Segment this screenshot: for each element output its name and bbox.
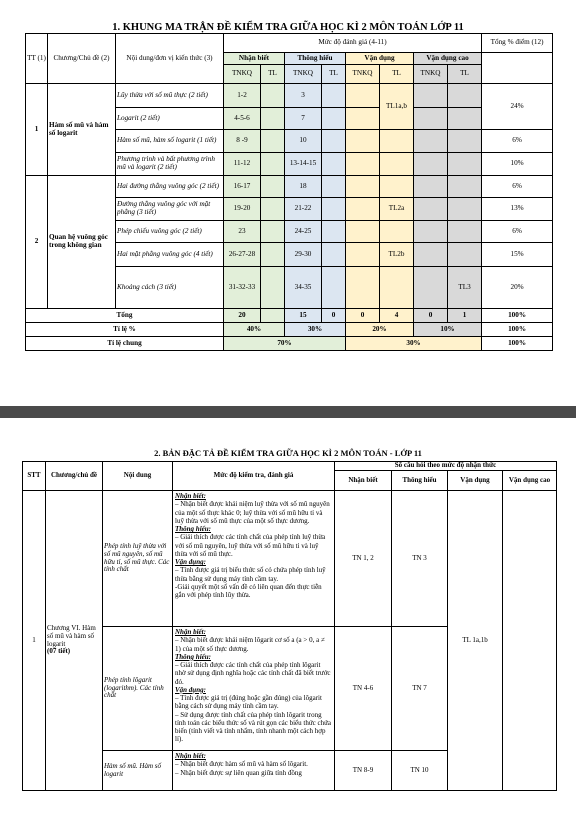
level-heading: Nhận biết: xyxy=(175,752,206,760)
row-noidung: Phương trình và bất phương trình mũ và logarit (2 tiết) xyxy=(116,153,224,176)
group-number: 2 xyxy=(26,176,48,309)
page-dactaa xyxy=(0,418,576,831)
cell-vd-tl: TL1a,b xyxy=(380,84,414,130)
cell-pct: 15% xyxy=(482,243,553,267)
header-thonghieu: Thông hiểu xyxy=(285,53,346,65)
level-text: – Giải thích được các tính chất của phép tính lôgarit nhờ sử dụng định nghĩa hoặc các tính chất đã biết trước đó. xyxy=(175,661,331,686)
cell-vd: TL 1a,1b xyxy=(448,491,503,791)
cell-nb: TN 1, 2 xyxy=(335,491,392,627)
cell-nb: 4-5-6 xyxy=(224,108,261,130)
group-chuong: Quan hệ vuông góc trong không gian xyxy=(48,176,116,309)
level-heading: Nhận biết: xyxy=(175,492,206,500)
cell-th: TN 3 xyxy=(392,491,448,627)
header-tl: TL xyxy=(261,65,285,84)
tong-th: 15 xyxy=(285,309,322,323)
header-tnkq: TNKQ xyxy=(285,65,322,84)
row-noidung: Khoảng cách (3 tiết) xyxy=(116,267,224,309)
chuong-cell xyxy=(46,491,103,791)
row-stt: 1 xyxy=(23,491,46,791)
cell-th: 13-14-15 xyxy=(285,153,322,176)
row-tong-label: Tổng xyxy=(26,309,224,323)
noidung-cell: Phép tính lôgarit (logarithm). Các tính chất xyxy=(103,627,173,751)
level-text: -Giải quyết một số vấn đề có liên quan đến thực tiễn gắn với phép tính lũy thừa. xyxy=(175,582,322,599)
header-tnkq: TNKQ xyxy=(414,65,448,84)
cell-nb: TN 8-9 xyxy=(335,751,392,791)
cell-nb: 16-17 xyxy=(224,176,261,198)
group-chuong: Hàm số mũ và hàm số logarit xyxy=(48,84,116,176)
tile-vdc: 10% xyxy=(414,323,482,337)
header-tl: TL xyxy=(322,65,346,84)
header-tl: TL xyxy=(448,65,482,84)
cell-th: TN 10 xyxy=(392,751,448,791)
chuong-name: Chương VI. Hàm số mũ và hàm số logarit xyxy=(47,624,96,648)
tilechung-a: 70% xyxy=(224,337,346,351)
cell-th: 29-30 xyxy=(285,243,322,267)
header-chuong: Chương/chủ đề xyxy=(46,462,103,491)
header-mucdo: Mức độ đánh giá (4-11) xyxy=(224,34,482,53)
header-vandung: Vận dụng xyxy=(346,53,414,65)
cell-pct: 6% xyxy=(482,176,553,198)
cell-pct: 24% xyxy=(482,84,553,130)
header-stt: STT xyxy=(23,462,46,491)
cell-pct: 13% xyxy=(482,198,553,221)
cell-nb: 8 -9 xyxy=(224,130,261,153)
header-tt: TT (1) xyxy=(26,34,48,84)
cell-nb: 11-12 xyxy=(224,153,261,176)
row-noidung: Lũy thừa với số mũ thực (2 tiết) xyxy=(116,84,224,108)
header-vandungcao: Vận dụng cao xyxy=(414,53,482,65)
row-noidung: Logarit (2 tiết) xyxy=(116,108,224,130)
header-tong: Tổng % điểm (12) xyxy=(482,34,553,53)
header-tong-empty xyxy=(482,53,553,84)
tong-vd-tl: 4 xyxy=(380,309,414,323)
header-vandung: Vận dụng xyxy=(448,471,503,491)
tile-vd: 20% xyxy=(346,323,414,337)
cell-th: 34-35 xyxy=(285,267,322,309)
cell-nb: 26-27-28 xyxy=(224,243,261,267)
row-noidung: Đường thẳng vuông góc với mặt phẳng (3 tiết) xyxy=(116,198,224,221)
level-text: – Sử dụng được tính chất của phép tính lôgarit trong tính toán các biểu thức số và rút gọn các biểu thức chứa biến (tính viết và tính nhẩm, tính nhanh một cách hợp lí). xyxy=(175,710,331,744)
tilechung-pct: 100% xyxy=(482,337,553,351)
cell-th: 24-25 xyxy=(285,221,322,243)
tong-th-tl: 0 xyxy=(322,309,346,323)
tong-vdc: 0 xyxy=(414,309,448,323)
cell-th: 3 xyxy=(285,84,322,108)
tong-nb: 20 xyxy=(224,309,261,323)
level-heading: Vận dụng: xyxy=(175,558,206,566)
cell-nb: TN 4-6 xyxy=(335,627,392,751)
level-heading: Thông hiểu: xyxy=(175,525,211,533)
header-thonghieu: Thông hiểu xyxy=(392,471,448,491)
level-text: – Nhận biết được hàm số mũ và hàm số lôgarit. xyxy=(175,760,308,769)
page-matrix xyxy=(0,0,576,400)
header-nhanbiet: Nhận biết xyxy=(224,53,285,65)
cell-nb: 31-32-33 xyxy=(224,267,261,309)
row-noidung: Hàm số mũ, hàm số logarit (1 tiết) xyxy=(116,130,224,153)
header-tnkq: TNKQ xyxy=(346,65,380,84)
group-number: 1 xyxy=(26,84,48,176)
level-heading: Vận dụng: xyxy=(175,685,206,694)
cell-pct: 10% xyxy=(482,153,553,176)
noidung-cell: Hàm số mũ. Hàm số logarit xyxy=(103,751,173,791)
mucdo-cell xyxy=(173,491,335,627)
header-tl: TL xyxy=(380,65,414,84)
row-noidung: Phép chiếu vuông góc (2 tiết) xyxy=(116,221,224,243)
cell-th: TN 7 xyxy=(392,627,448,751)
level-text: – Nhận biết được khái niệm luỹ thừa với số mũ nguyên của một số thực khác 0; luỹ thừa với số mũ hữu tỉ và luỹ thừa với số mũ thực của một số thực dương. xyxy=(175,500,330,525)
cell-nb: 1-2 xyxy=(224,84,261,108)
row-noidung: Hai đường thẳng vuông góc (2 tiết) xyxy=(116,176,224,198)
matrix-table xyxy=(25,33,553,351)
header-vandungcao: Vận dụng cao xyxy=(503,471,557,491)
cell-pct: 6% xyxy=(482,130,553,153)
header-chuong: Chương/Chủ đề (2) xyxy=(48,34,116,84)
tile-nb: 40% xyxy=(224,323,285,337)
header-mucdo: Mức độ kiểm tra, đánh giá xyxy=(173,462,335,491)
header-nhanbiet: Nhận biết xyxy=(335,471,392,491)
chuong-tiet: (07 tiết) xyxy=(47,647,71,656)
cell-th: 21-22 xyxy=(285,198,322,221)
level-text: – Tính được giá trị biểu thức số có chứa phép tính luỹ thừa bằng sử dụng máy tính cầm tay. xyxy=(175,566,326,583)
tile-th: 30% xyxy=(285,323,346,337)
row-noidung: Hai mặt phẳng vuông góc (4 tiết) xyxy=(116,243,224,267)
cell-vdc-tl: TL3 xyxy=(448,267,482,309)
cell-vd-tl: TL2b xyxy=(380,243,414,267)
dactaa-title: 2. BẢN ĐẶC TẢ ĐỀ KIỂM TRA GIỮA HỌC KÌ 2 MÔN TOÁN - LỚP 11 xyxy=(154,448,422,458)
level-heading: Thông hiểu: xyxy=(175,652,211,661)
mucdo-cell xyxy=(173,751,335,791)
row-tile-label: Tỉ lệ % xyxy=(26,323,224,337)
cell-th: 10 xyxy=(285,130,322,153)
header-noidung: Nội dung xyxy=(103,462,173,491)
level-text: – Nhận biết được khái niệm lôgarit cơ số a (a > 0, a ≠ 1) của một số thực dương. xyxy=(175,636,325,653)
tile-pct: 100% xyxy=(482,323,553,337)
header-tnkq: TNKQ xyxy=(224,65,261,84)
dactaa-table xyxy=(22,461,557,791)
header-noidung: Nội dung/đơn vị kiến thức (3) xyxy=(116,34,224,84)
row-tilechung-label: Tỉ lệ chung xyxy=(26,337,224,351)
cell-th: 7 xyxy=(285,108,322,130)
tilechung-b: 30% xyxy=(346,337,482,351)
matrix-title: 1. KHUNG MA TRẬN ĐỀ KIỂM TRA GIỮA HỌC KÌ 2 MÔN TOÁN LỚP 11 xyxy=(112,22,464,33)
page-separator xyxy=(0,406,576,418)
cell-vd-tl: TL2a xyxy=(380,198,414,221)
tong-pct: 100% xyxy=(482,309,553,323)
level-heading: Nhận biết: xyxy=(175,628,206,636)
tong-vd: 0 xyxy=(346,309,380,323)
cell-vdc xyxy=(503,491,557,791)
tong-vdc-tl: 1 xyxy=(448,309,482,323)
noidung-cell: Phép tính luỹ thừa với số mũ nguyên, số mũ hữu tỉ, số mũ thực. Các tính chất xyxy=(103,491,173,627)
cell-th: 18 xyxy=(285,176,322,198)
cell-pct: 6% xyxy=(482,221,553,243)
header-socau: Số câu hỏi theo mức độ nhận thức xyxy=(335,462,557,471)
level-text: – Nhận biết được sự liên quan giữa tính đồng xyxy=(175,768,302,777)
level-text: – Giải thích được các tính chất của phép tính luỹ thừa với số mũ nguyên, luỹ thừa với số mũ hữu tỉ và luỹ thừa với số mũ thực. xyxy=(175,533,326,558)
cell-nb: 19-20 xyxy=(224,198,261,221)
mucdo-cell xyxy=(173,627,335,751)
cell-pct: 20% xyxy=(482,267,553,309)
cell-nb: 23 xyxy=(224,221,261,243)
level-text: – Tính được giá trị (đúng hoặc gần đúng) của lôgarit bằng cách sử dụng máy tính cầm tay. xyxy=(175,694,322,711)
